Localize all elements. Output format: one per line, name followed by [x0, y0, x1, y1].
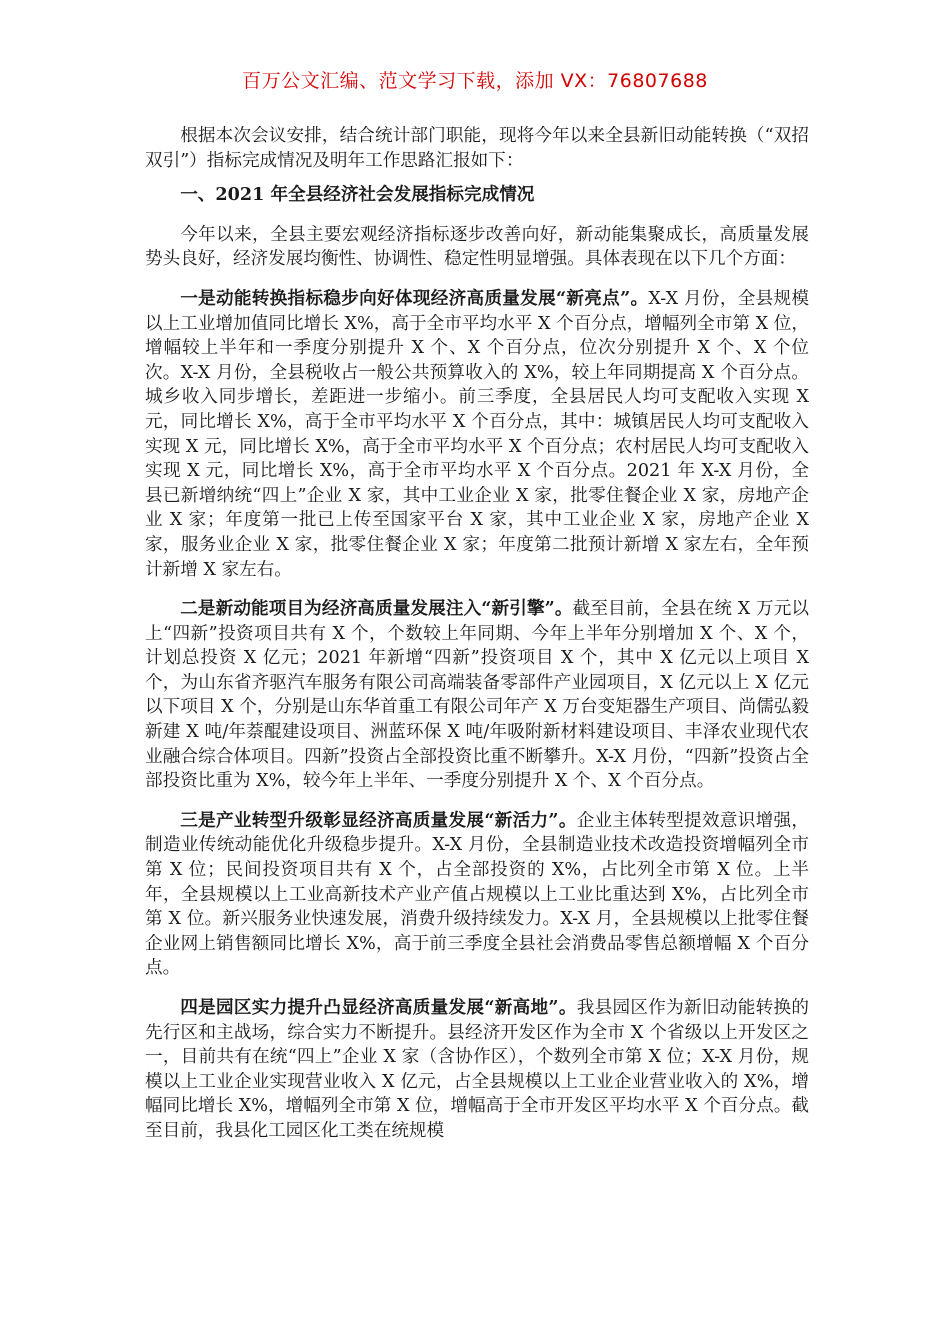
point-paragraph-1 [145, 287, 809, 582]
watermark-header: 百万公文汇编、范文学习下载，添加 VX：76807688 [242, 70, 708, 92]
document-body [145, 124, 809, 1144]
point-paragraph-3 [145, 809, 809, 981]
point-text: X-X 月份，全县规模以上工业增加值同比增长 X%，高于全市平均水平 X 个百分点，增幅列全市第 X 位，增幅较上半年和一季度分别提升 X 个、X 个百分点，位次分别提升 X 个、X 个位次。X-X 月份，全县税收占一般公共预算收入的 X%，较上年同期提高 X 个百分点。城乡收入同步增长，差距进一步缩小。前三季度，全县居民人均可支配收入实现 X 元，同比增长 X%，高于全市平均水平 X 个百分点，其中：城镇居民人均可支配收入实现 X 元，同比增长 X%，高于全市平均水平 X 个百分点；农村居民人均可支配收入实现 X 元，同比增长 X%，高于全市平均水平 X 个百分点。2021 年 X-X 月份，全县已新增纳统“四上”企业 X 家，其中工业企业 X 家，批零住餐企业 X 家，房地产企业 X 家；年度第一批已上传至国家平台 X 家，其中工业企业 X 家，房地产企业 X 家，服务业企业 X 家，批零住餐企业 X 家；年度第二批预计新增 X 家左右，全年预计新增 X 家左右。 [145, 288, 809, 580]
point-text: 我县园区作为新旧动能转换的先行区和主战场，综合实力不断提升。县经济开发区作为全市 X 个省级以上开发区之一，目前共有在统“四上”企业 X 家（含协作区），个数列全市第 X 位；X-X 月份，规模以上工业企业实现营业收入 X 亿元，占全县规模以上工业企业营业收入的 X%，增幅同比增长 X%，增幅列全市第 X 位，增幅高于全市开发区平均水平 X 个百分点。截至目前，我县化工园区化工类在统规模 [145, 998, 809, 1141]
point-lead: 三是产业转型升级彰显经济高质量发展“新活力”。 [180, 809, 577, 831]
point-text: 截至目前，全县在统 X 万元以上“四新”投资项目共有 X 个，个数较上年同期、今年上半年分别增加 X 个、X 个，计划总投资 X 亿元；2021 年新增“四新”投资项目 X 个，其中 X 亿元以上项目 X 个，为山东省齐驱汽车服务有限公司高端装备零部件产业园项目，X 亿元以上 X 亿元以下项目 X 个，分别是山东华首重工有限公司年产 X 万台变矩器生产项目、尚儒弘毅新建 X 吨/年萘醌建设项目、洲蓝环保 X 吨/年吸附新材料建设项目、丰泽农业现代农业融合综合体项目。四新”投资占全部投资比重不断攀升。X-X 月份，“四新”投资占全部投资比重为 X%，较今年上半年、一季度分别提升 X 个、X 个百分点。 [145, 599, 809, 792]
point-lead: 二是新动能项目为经济高质量发展注入“新引擎”。 [180, 598, 573, 620]
intro-paragraph: 根据本次会议安排，结合统计部门职能，现将今年以来全县新旧动能转换（“双招双引”）指标完成情况及明年工作思路汇报如下： [145, 126, 809, 171]
section-title: 一、2021 年全县经济社会发展指标完成情况 [180, 184, 535, 206]
point-paragraph-2 [145, 597, 809, 794]
point-lead: 一是动能转换指标稳步向好体现经济高质量发展“新亮点”。 [180, 287, 649, 309]
overview-paragraph: 今年以来，全县主要宏观经济指标逐步改善向好，新动能集聚成长，高质量发展势头良好，经济发展均衡性、协调性、稳定性明显增强。具体表现在以下几个方面： [145, 224, 809, 270]
point-text: 企业主体转型提效意识增强，制造业传统动能优化升级稳步提升。X-X 月份，全县制造业技术改造投资增幅列全市第 X 位；民间投资项目共有 X 个，占全部投资的 X%，占比列全市第 X 位。上半年，全县规模以上工业高新技术产业产值占规模以上工业比重达到 X%，占比列全市第 X 位。新兴服务业快速发展，消费升级持续发力。X-X 月，全县规模以上批零住餐企业网上销售额同比增长 X%，高于前三季度全县社会消费品零售总额增幅 X 个百分点。 [145, 810, 809, 979]
point-lead: 四是园区实力提升凸显经济高质量发展“新高地”。 [180, 997, 577, 1018]
point-paragraph-4 [145, 996, 809, 1144]
